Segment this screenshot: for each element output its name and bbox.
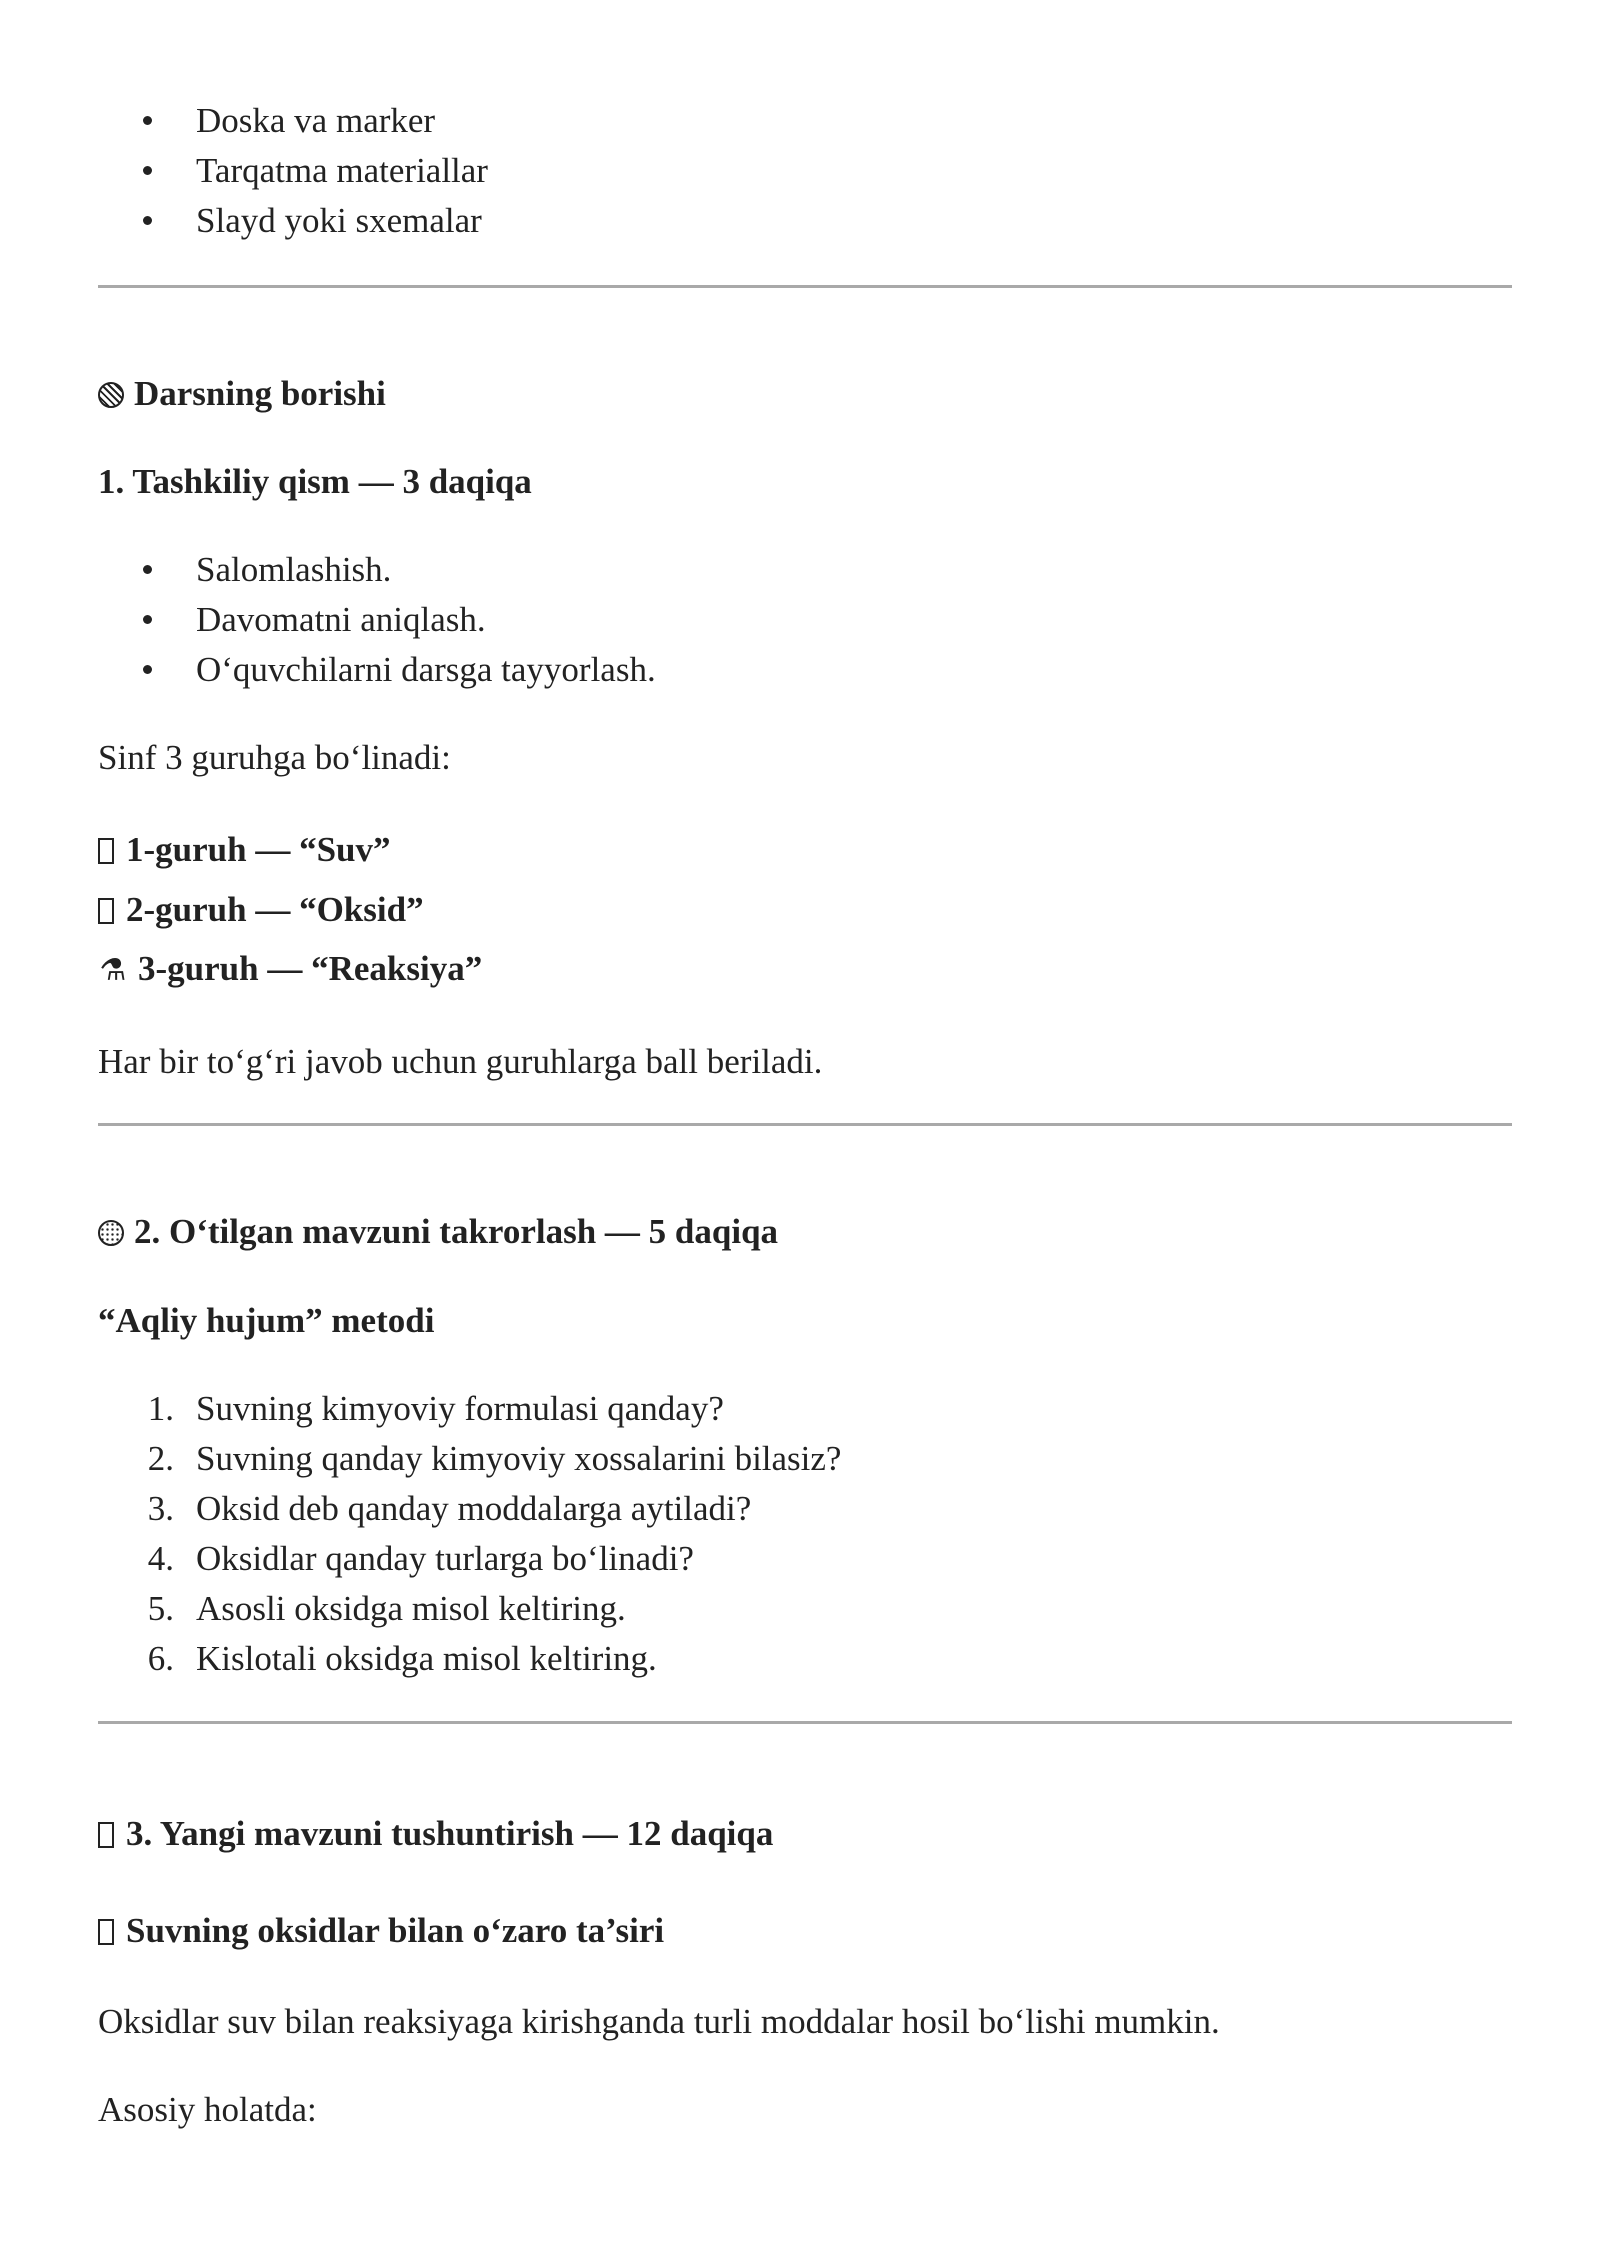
bullet-icon xyxy=(143,615,152,624)
divider xyxy=(98,285,1512,288)
groups-intro: Sinf 3 guruhga bo‘linadi: xyxy=(98,738,451,777)
divider xyxy=(98,1721,1512,1724)
missing-glyph-icon xyxy=(98,1919,114,1945)
scoring-note: Har bir to‘g‘ri javob uchun guruhlarga ball beriladi. xyxy=(98,1042,823,1081)
list-item: Suvning qanday kimyoviy xossalarini bilasiz? xyxy=(196,1439,842,1478)
bullet-icon xyxy=(143,116,152,125)
list-number: 2. xyxy=(147,1439,174,1478)
missing-glyph-icon xyxy=(98,838,114,864)
group-line: ⚗ 3-guruh — “Reaksiya” xyxy=(99,949,483,988)
list-number: 1. xyxy=(147,1389,174,1428)
list-number: 6. xyxy=(147,1639,174,1678)
list-item: Kislotali oksidga misol keltiring. xyxy=(196,1639,657,1678)
list-item: O‘quvchilarni darsga tayyorlash. xyxy=(196,650,656,689)
list-item: Davomatni aniqlash. xyxy=(196,600,486,639)
method-title: “Aqliy hujum” metodi xyxy=(98,1301,435,1340)
list-item: Tarqatma materiallar xyxy=(196,151,488,190)
lead-text: Asosiy holatda: xyxy=(98,2090,317,2129)
list-number: 3. xyxy=(147,1489,174,1528)
list-item: Oksid deb qanday moddalarga aytiladi? xyxy=(196,1489,752,1528)
bullet-icon xyxy=(143,216,152,225)
group-line: 1-guruh — “Suv” xyxy=(98,832,391,867)
bullet-icon xyxy=(143,665,152,674)
heading-new-topic: 3. Yangi mavzuni tushuntirish — 12 daqiqa xyxy=(98,1816,773,1851)
section-heading-progress: Darsning borishi xyxy=(98,376,386,411)
list-item: Asosli oksidga misol keltiring. xyxy=(196,1589,626,1628)
bullet-icon xyxy=(143,565,152,574)
heading-review: 2. O‘tilgan mavzuni takrorlash — 5 daqiqa xyxy=(98,1214,778,1249)
list-item: Slayd yoki sxemalar xyxy=(196,201,482,240)
divider xyxy=(98,1123,1512,1126)
list-number: 5. xyxy=(147,1589,174,1628)
heading-organizational: 1. Tashkiliy qism — 3 daqiqa xyxy=(98,462,532,501)
striped-circle-icon xyxy=(98,382,124,408)
missing-glyph-icon xyxy=(98,898,114,924)
group-line: 2-guruh — “Oksid” xyxy=(98,892,424,927)
missing-glyph-icon xyxy=(98,1822,114,1848)
dotted-circle-icon xyxy=(98,1220,124,1246)
paragraph: Oksidlar suv bilan reaksiyaga kirishganda turli moddalar hosil bo‘lishi mumkin. xyxy=(98,2002,1220,2041)
list-item: Suvning kimyoviy formulasi qanday? xyxy=(196,1389,724,1428)
list-number: 4. xyxy=(147,1539,174,1578)
list-item: Oksidlar qanday turlarga bo‘linadi? xyxy=(196,1539,694,1578)
list-item: Doska va marker xyxy=(196,101,436,140)
flask-icon: ⚗ xyxy=(99,953,127,988)
subheading: Suvning oksidlar bilan o‘zaro ta’siri xyxy=(98,1913,664,1948)
list-item: Salomlashish. xyxy=(196,550,392,589)
bullet-icon xyxy=(143,166,152,175)
